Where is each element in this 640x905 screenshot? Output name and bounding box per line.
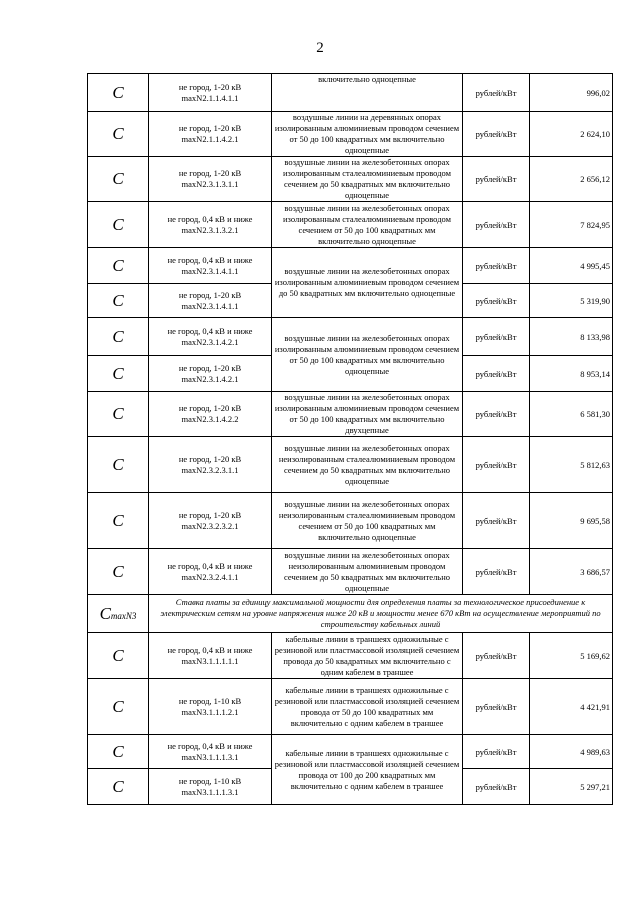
rate-value: 5 169,62 xyxy=(530,633,613,679)
section-symbol-subscript: maxN3 xyxy=(110,610,137,621)
rate-unit: рублей/кВт xyxy=(463,735,530,769)
rate-value: 5 812,63 xyxy=(530,437,613,493)
rate-description: воздушные линии на железобетонных опорах неизолированным сталеалюминиевым проводом сечением до 50 квадратных мм включительно одноцепные xyxy=(272,437,463,493)
table-row xyxy=(88,679,613,735)
rate-unit: рублей/кВт xyxy=(463,248,530,284)
rate-value: 8 133,98 xyxy=(530,318,613,356)
rate-symbol: C xyxy=(88,157,149,202)
rate-unit: рублей/кВт xyxy=(463,769,530,805)
rate-unit: рублей/кВт xyxy=(463,74,530,112)
rate-condition: не город, 0,4 кВ и ниже maxN3.1.1.1.1.1 xyxy=(149,633,272,679)
tariff-table xyxy=(87,73,613,805)
rate-description: воздушные линии на железобетонных опорах изолированным алюминиевым проводом сечением до 50 квадратных мм включительно одноцепные xyxy=(272,248,463,318)
rate-symbol: C xyxy=(88,633,149,679)
table-row xyxy=(88,549,613,595)
rate-value: 996,02 xyxy=(530,74,613,112)
table-row xyxy=(88,202,613,248)
rate-condition: не город, 1-20 кВ maxN2.3.1.4.2.1 xyxy=(149,356,272,392)
table-row xyxy=(88,112,613,157)
rate-condition: не город, 1-20 кВ maxN2.3.1.3.1.1 xyxy=(149,157,272,202)
rate-condition: не город, 1-20 кВ maxN2.1.1.4.1.1 xyxy=(149,74,272,112)
rate-symbol: C xyxy=(88,202,149,248)
rate-condition: не город, 0,4 кВ и ниже maxN2.3.2.4.1.1 xyxy=(149,549,272,595)
rate-condition: не город, 0,4 кВ и ниже maxN2.3.1.3.2.1 xyxy=(149,202,272,248)
rate-symbol: C xyxy=(88,493,149,549)
rate-description: воздушные линии на железобетонных опорах неизолированным алюминиевым проводом сечением до 50 квадратных мм включительно одноцепные xyxy=(272,549,463,595)
table-row xyxy=(88,633,613,679)
rate-symbol: C xyxy=(88,735,149,769)
rate-symbol: C xyxy=(88,284,149,318)
rate-condition: не город, 0,4 кВ и ниже maxN2.3.1.4.2.1 xyxy=(149,318,272,356)
rate-unit: рублей/кВт xyxy=(463,284,530,318)
rate-description: воздушные линии на железобетонных опорах изолированным сталеалюминиевым проводом сечением до 50 квадратных мм включительно одноцепные xyxy=(272,157,463,202)
rate-unit: рублей/кВт xyxy=(463,112,530,157)
table-row xyxy=(88,248,613,284)
table-row xyxy=(88,493,613,549)
rate-symbol: C xyxy=(88,318,149,356)
rate-condition: не город, 0,4 кВ и ниже maxN2.3.1.4.1.1 xyxy=(149,248,272,284)
rate-condition: не город, 1-20 кВ maxN2.3.2.3.2.1 xyxy=(149,493,272,549)
rate-condition: не город, 1-20 кВ maxN2.3.2.3.1.1 xyxy=(149,437,272,493)
rate-symbol: C xyxy=(88,769,149,805)
rate-unit: рублей/кВт xyxy=(463,318,530,356)
rate-condition: не город, 1-20 кВ maxN2.1.1.4.2.1 xyxy=(149,112,272,157)
rate-symbol: C xyxy=(88,356,149,392)
rate-value: 2 656,12 xyxy=(530,157,613,202)
rate-unit: рублей/кВт xyxy=(463,493,530,549)
table-row xyxy=(88,392,613,437)
rate-condition: не город, 1-10 кВ maxN3.1.1.1.2.1 xyxy=(149,679,272,735)
section-header-text: Ставка платы за единицу максимальной мощности для определения платы за технологическое присоединение к электрическим сетям на уровне напряжения ниже 20 кВ и мощности менее 670 кВт на осуществление мероприятий по строительству кабельных линий xyxy=(149,595,613,633)
rate-description: кабельные линии в траншеях одножильные с резиновой или пластмассовой изоляцией сечением провода до 50 квадратных мм включительно с одним кабелем в траншее xyxy=(272,633,463,679)
rate-description: включительно одноцепные xyxy=(272,74,463,112)
rate-value: 7 824,95 xyxy=(530,202,613,248)
rate-symbol: C xyxy=(88,679,149,735)
rate-unit: рублей/кВт xyxy=(463,356,530,392)
rate-description: воздушные линии на деревянных опорах изолированным алюминиевым проводом сечением от 50 до 100 квадратных мм включительно одноцепные xyxy=(272,112,463,157)
rate-description: кабельные линии в траншеях одножильные с резиновой или пластмассовой изоляцией сечением провода от 50 до 100 квадратных мм включительно с одним кабелем в траншее xyxy=(272,679,463,735)
rate-unit: рублей/кВт xyxy=(463,202,530,248)
rate-value: 4 995,45 xyxy=(530,248,613,284)
rate-value: 4 989,63 xyxy=(530,735,613,769)
rate-condition: не город, 1-20 кВ maxN2.3.1.4.1.1 xyxy=(149,284,272,318)
rate-value: 5 297,21 xyxy=(530,769,613,805)
rate-unit: рублей/кВт xyxy=(463,437,530,493)
rate-value: 6 581,30 xyxy=(530,392,613,437)
rate-description: воздушные линии на железобетонных опорах неизолированным сталеалюминиевым проводом сечением от 50 до 100 квадратных мм включительно одноцепные xyxy=(272,493,463,549)
rate-symbol: C xyxy=(88,74,149,112)
rate-value: 4 421,91 xyxy=(530,679,613,735)
table-row xyxy=(88,318,613,356)
rate-symbol: C xyxy=(88,112,149,157)
rate-symbol: C xyxy=(88,437,149,493)
rate-condition: не город, 0,4 кВ и ниже maxN3.1.1.1.3.1 xyxy=(149,735,272,769)
rate-value: 8 953,14 xyxy=(530,356,613,392)
rate-value: 2 624,10 xyxy=(530,112,613,157)
rate-description: воздушные линии на железобетонных опорах изолированным алюминиевым проводом сечением от 50 до 100 квадратных мм включительно одноцепные xyxy=(272,318,463,392)
section-header-row xyxy=(88,595,613,633)
table-row xyxy=(88,437,613,493)
rate-unit: рублей/кВт xyxy=(463,679,530,735)
rate-symbol: C xyxy=(88,248,149,284)
table-row xyxy=(88,74,613,112)
rate-unit: рублей/кВт xyxy=(463,157,530,202)
section-symbol: CmaxN3 xyxy=(88,595,149,633)
rate-value: 3 686,57 xyxy=(530,549,613,595)
table-row xyxy=(88,157,613,202)
table-row xyxy=(88,735,613,769)
rate-description: воздушные линии на железобетонных опорах изолированным сталеалюминиевым проводом сечением от 50 до 100 квадратных мм включительно одноцепные xyxy=(272,202,463,248)
rate-unit: рублей/кВт xyxy=(463,392,530,437)
rate-description: воздушные линии на железобетонных опорах изолированным алюминиевым проводом сечением от 50 до 100 квадратных мм включительно двухцепные xyxy=(272,392,463,437)
rate-condition: не город, 1-10 кВ maxN3.1.1.1.3.1 xyxy=(149,769,272,805)
rate-unit: рублей/кВт xyxy=(463,549,530,595)
page-number: 2 xyxy=(316,40,324,56)
rate-value: 9 695,58 xyxy=(530,493,613,549)
rate-unit: рублей/кВт xyxy=(463,633,530,679)
rate-symbol: C xyxy=(88,392,149,437)
rate-condition: не город, 1-20 кВ maxN2.3.1.4.2.2 xyxy=(149,392,272,437)
rate-symbol: C xyxy=(88,549,149,595)
rate-description: кабельные линии в траншеях одножильные с резиновой или пластмассовой изоляцией сечением провода от 100 до 200 квадратных мм включительно с одним кабелем в траншее xyxy=(272,735,463,805)
rate-value: 5 319,90 xyxy=(530,284,613,318)
